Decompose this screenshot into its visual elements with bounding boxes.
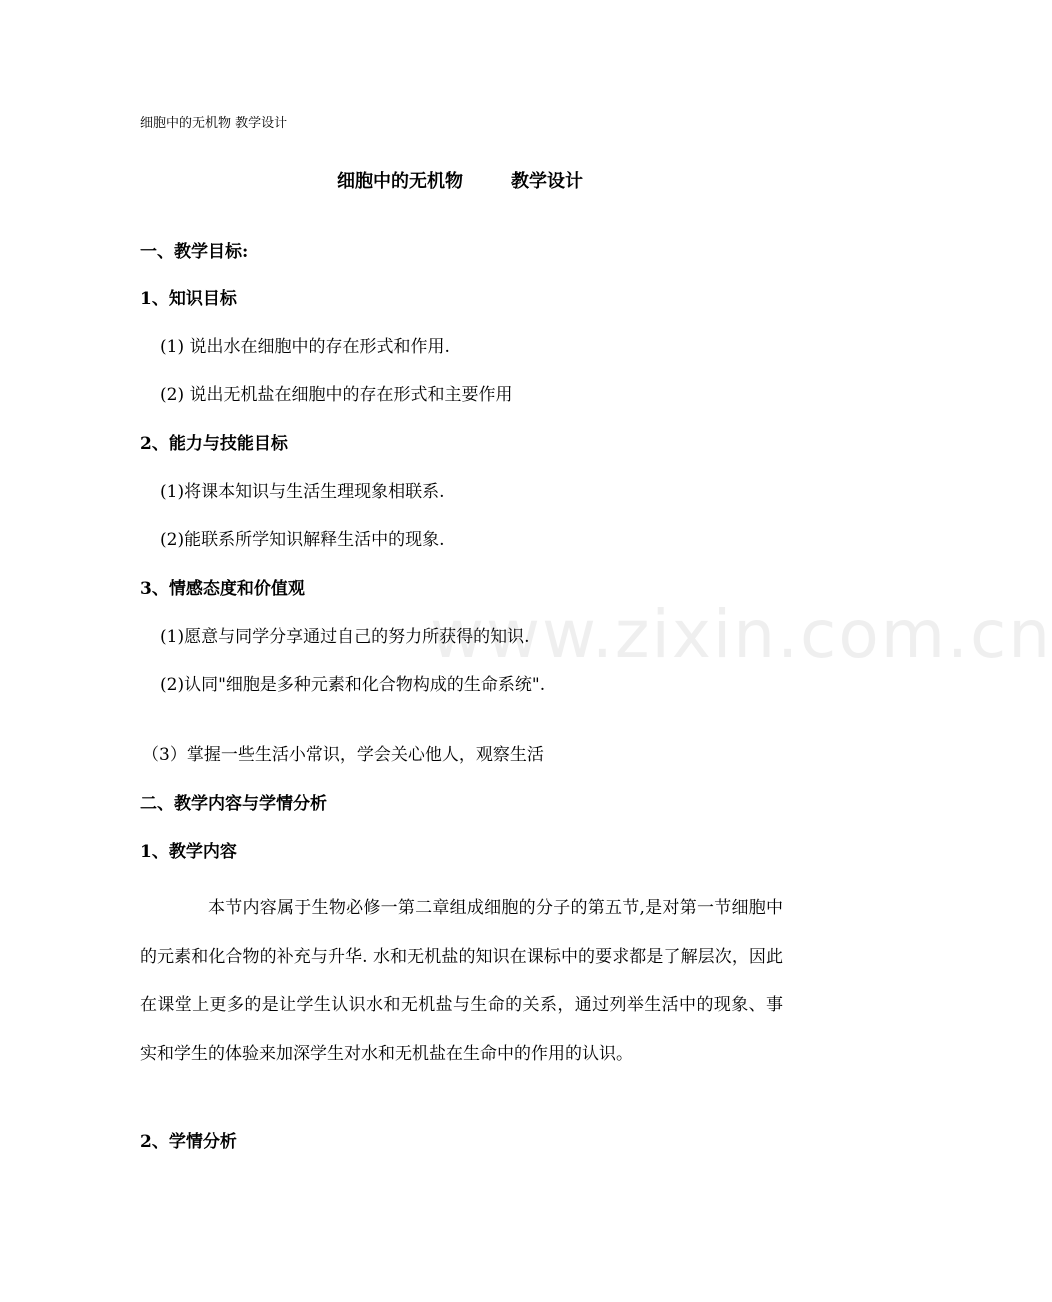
title-part-1: 细胞中的无机物 [337, 171, 463, 192]
running-header: 细胞中的无机物 教学设计 [140, 116, 288, 131]
document-title [0, 170, 920, 194]
subsection-2-2-heading: 2、学情分析 [140, 1132, 237, 1152]
attitude-goal-1: (1)愿意与同学分享通过自己的努力所获得的知识. [160, 627, 530, 647]
section-1-heading: 一、教学目标: [140, 242, 249, 262]
ability-goal-2: (2)能联系所学知识解释生活中的现象. [160, 530, 445, 550]
section-2-heading: 二、教学内容与学情分析 [140, 794, 327, 814]
subsection-1-1-heading: 1、知识目标 [140, 289, 237, 309]
ability-goal-1: (1)将课本知识与生活生理现象相联系. [160, 482, 445, 502]
knowledge-goal-1: (1) 说出水在细胞中的存在形式和作用. [160, 337, 450, 357]
subsection-1-3-heading: 3、情感态度和价值观 [140, 579, 305, 599]
subsection-2-1-heading: 1、教学内容 [140, 842, 237, 862]
attitude-goal-3: （3）掌握一些生活小常识，学会关心他人，观察生活 [142, 745, 544, 765]
watermark: www.zixin.com.cn [430, 596, 1052, 673]
teaching-content-paragraph: 本节内容属于生物必修一第二章组成细胞的分子的第五节,是对第一节细胞中的元素和化合物的补充与升华. 水和无机盐的知识在课标中的要求都是了解层次，因此在课堂上更多的是让学生认识水和无机盐与生命的关系，通过列举生活中的现象、事实和学生的体验来加深学生对水和无机盐在生命中的作用的认识。 [140, 898, 783, 1064]
knowledge-goal-2: (2) 说出无机盐在细胞中的存在形式和主要作用 [160, 385, 513, 405]
attitude-goal-2: (2)认同"细胞是多种元素和化合物构成的生命系统". [160, 675, 546, 695]
subsection-1-2-heading: 2、能力与技能目标 [140, 434, 288, 454]
title-part-2: 教学设计 [511, 171, 583, 192]
